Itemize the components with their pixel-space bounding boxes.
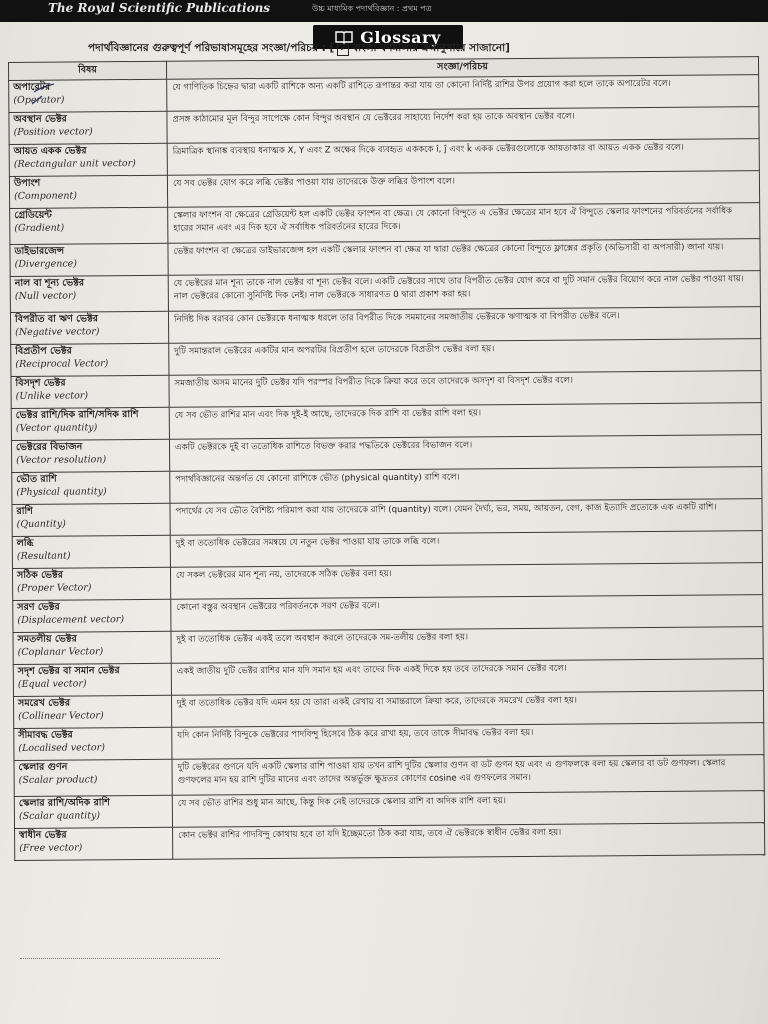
term-bengali: বিপ্রতীপ ভেক্টর	[15, 345, 72, 357]
glossary-subtitle: পদার্থবিজ্ঞানের গুরুত্বপূর্ণ পরিভাষাসমূহের সংজ্ঞা/পরিচয় : [ ✓ বাংলা বর্ণমালার ক্রমানুসারে সাজানো]	[88, 42, 510, 54]
term-cell	[11, 439, 169, 472]
term-cell	[9, 175, 167, 208]
term-english: (Divergence)	[14, 258, 78, 270]
term-bengali: নাল বা শূন্য ভেক্টর	[14, 277, 85, 289]
term-english: (Localised vector)	[18, 742, 105, 754]
term-cell	[14, 727, 172, 760]
term-cell	[9, 143, 167, 176]
term-english: (Collinear Vector)	[18, 710, 104, 722]
definition-cell: যে সব ভৌত রাশির মান এবং দিক দুই-ই আছে, তাদেরকে দিক রাশি বা ভেক্টর রাশি বলা হয়।	[169, 403, 761, 440]
definition-cell: যে গাণিতিক চিহ্নের দ্বারা একটি রাশিকে অন্য একটি রাশিতে রূপান্তর করা যায় তা কোনো নির্দিষ্ট রাশির উপর প্রয়োগ করা হলে তাকে অপারেটর বলে।	[167, 75, 759, 112]
term-cell	[13, 631, 171, 664]
definition-cell: নির্দিষ্ট দিক বরাবর কোন ভেক্টরকে ধনাত্মক ধরলে তার বিপরীত দিকে সমমানের সমজাতীয় ভেক্টরকে ঋণাত্মক বা বিপরীত ভেক্টর বলে।	[168, 307, 760, 344]
term-cell	[14, 759, 172, 796]
definition-cell: ত্রিমাত্রিক স্থানাঙ্ক ব্যবস্থায় ধনাত্মক X, Y এবং Z অক্ষের দিকে ব্যবহৃত একককে î, ĵ এবং k̂ একক ভেক্টরগুলোকে আয়তাকার বা আয়ত একক ভেক্টর বলে।	[167, 139, 759, 176]
definition-cell: দুটি সমান্তরাল ভেক্টরের একটির মান অপরটির বিপ্রতীপ হলে তাদেরকে বিপ্রতীপ ভেক্টর বলা হয়।	[169, 339, 761, 376]
term-bengali: অবস্থান ভেক্টর	[13, 113, 67, 125]
term-cell	[12, 503, 170, 536]
table-row	[10, 271, 760, 313]
term-bengali: সমতলীয় ভেক্টর	[17, 633, 77, 645]
column-header-definition: সংজ্ঞা/পরিচয়	[166, 57, 758, 80]
term-english: (Position vector)	[13, 126, 93, 138]
definition-cell: যে সব ভেক্টর যোগ করে লব্ধি ভেক্টর পাওয়া যায় তাদেরকে উক্ত লব্ধির উপাংশ বলে।	[167, 171, 759, 208]
definition-cell: পদার্থবিজ্ঞানের অন্তর্গত যে কোনো রাশিকে ভৌত (physical quantity) রাশি বলে।	[170, 467, 762, 504]
term-bengali: রাশি	[16, 505, 33, 517]
term-english: (Free vector)	[19, 842, 83, 854]
term-cell	[10, 275, 168, 312]
term-english: (Vector resolution)	[16, 454, 107, 466]
definition-cell: প্রসঙ্গ কাঠামোর মূল বিন্দুর সাপেক্ষে কোন বিন্দুর অবস্থান যে ভেক্টরের সাহায্যে নির্দেশ করা হয় তাকে অবস্থান ভেক্টর বলে।	[167, 107, 759, 144]
term-cell	[13, 599, 171, 632]
term-cell	[15, 827, 173, 860]
term-english: (Physical quantity)	[16, 486, 107, 498]
footer-divider	[20, 958, 220, 959]
term-bengali: সঠিক ভেক্টর	[16, 569, 63, 581]
term-bengali: আয়ত একক ভেক্টর	[13, 145, 87, 157]
term-cell	[11, 375, 169, 408]
glossary-table	[8, 56, 765, 861]
term-bengali: স্কেলার রাশি/অদিক রাশি	[18, 797, 110, 809]
term-cell	[11, 343, 169, 376]
term-cell	[9, 111, 167, 144]
term-cell	[13, 663, 171, 696]
term-cell	[10, 311, 168, 344]
term-cell	[12, 535, 170, 568]
definition-cell: যদি কোন নির্দিষ্ট বিন্দুকে ভেক্টরের পাদবিন্দু হিসেবে ঠিক করে রাখা হয়, তবে তাকে সীমাবদ্ধ ভেক্টর বলা হয়।	[172, 723, 764, 760]
term-bengali: সীমাবদ্ধ ভেক্টর	[18, 729, 73, 741]
definition-cell: স্কেলার ফাংশন বা ক্ষেত্রের গ্রেডিয়েন্ট হল একটি ভেক্টর ফাংশন বা ক্ষেত্র। যে কোনো বিন্দুতে এ ভেক্টর ক্ষেত্রের মান হবে ঐ বিন্দুতে স্কেলার ফাংশনের পরিবর্তনের সর্বাধিক হারের সমান এবং এর দিক হবে ঐ সর্বাধিক পরিবর্তনের হারের দিকে।	[168, 203, 760, 244]
term-bengali: ভেক্টর রাশি/দিক রাশি/সদিক রাশি	[15, 408, 139, 421]
term-english: (Reciprocal Vector)	[15, 358, 109, 370]
term-cell	[11, 407, 169, 440]
table-row	[10, 203, 760, 245]
term-english: (Negative vector)	[15, 326, 100, 338]
term-english: (Operator)	[13, 94, 65, 106]
term-english: (Quantity)	[16, 518, 66, 530]
definition-cell: যে সকল ভেক্টরের মান শূন্য নয়, তাদেরকে সঠিক ভেক্টর বলা হয়।	[170, 563, 762, 600]
term-english: (Component)	[14, 190, 77, 202]
term-english: (Scalar product)	[18, 774, 98, 786]
term-english: (Vector quantity)	[15, 422, 98, 434]
glossary-body	[9, 75, 765, 861]
term-cell	[10, 243, 168, 276]
term-cell	[9, 79, 167, 112]
definition-cell: একটি ভেক্টরকে দুই বা ততোধিক রাশিতে বিভক্ত করার পদ্ধতিকে ভেক্টরের বিভাজন বলে।	[169, 435, 761, 472]
term-cell	[12, 567, 170, 600]
definition-cell: দুই বা ততোধিক ভেক্টরের সমন্বয়ে যে নতুন ভেক্টর পাওয়া যায় তাকে লব্ধি বলে।	[170, 531, 762, 568]
term-english: (Displacement vector)	[17, 614, 125, 626]
definition-cell: দুটি ভেক্টরের গুণনে যদি একটি স্কেলার রাশি পাওয়া যায় তখন রাশি দুটির স্কেলার গুণন বা ডট গুণন হয় এবং এ গুণফলকে বলা হয় স্কেলার বা ডট গুণফল। স্কেলার গুণফলের মান হয় রাশি দুটির মানের এবং তাদের অন্তর্ভুক্ত ক্ষুদ্রতর কোণের cosine এর গুণফলের সমান।	[172, 755, 764, 796]
term-cell	[13, 695, 171, 728]
term-bengali: লব্ধি	[16, 537, 34, 549]
table-row	[15, 823, 765, 861]
column-header-term: বিষয়	[9, 61, 167, 80]
table-row	[14, 755, 764, 797]
book-title: উচ্চ মাধ্যমিক পদার্থবিজ্ঞান : প্রথম পত্র	[312, 4, 432, 13]
header-bar	[0, 0, 768, 22]
term-bengali: অপারেটর	[13, 81, 51, 93]
definition-cell: দুই বা ততোধিক ভেক্টর একই তলে অবস্থান করলে তাদেরকে সম-তলীয় ভেক্টর বলা হয়।	[171, 627, 763, 664]
term-bengali: বিসদৃশ ভেক্টর	[15, 377, 66, 389]
term-bengali: স্কেলার গুণন	[18, 761, 68, 773]
term-english: (Null vector)	[14, 290, 77, 302]
term-cell	[12, 471, 170, 504]
definition-cell: যে ভেক্টরের মান শূন্য তাকে নাল ভেক্টর বা শূন্য ভেক্টর বলে। একটি ভেক্টরের সাথে তার বিপরীত ভেক্টর যোগ করে বা দুটি সমান ভেক্টর বিয়োগ করে নাল ভেক্টর পাওয়া যায়। নাল ভেক্টরের কোনো সুনির্দিষ্ট দিক নেই। নাল ভেক্টরকে সাধারণত 0 দ্বারা প্রকাশ করা হয়।	[168, 271, 760, 312]
term-english: (Proper Vector)	[17, 582, 92, 594]
term-bengali: ডাইভারজেন্স	[14, 245, 65, 257]
term-english: (Scalar quantity)	[18, 810, 101, 822]
term-bengali: ভেক্টরের বিভাজন	[15, 441, 83, 453]
subtitle-note: বাংলা বর্ণমালার ক্রমানুসারে সাজানো	[352, 42, 506, 54]
term-bengali: স্বাধীন ভেক্টর	[19, 829, 67, 841]
definition-cell: দুই বা ততোধিক ভেক্টর যদি এমন হয় যে তারা একই রেখায় বা সমান্তরালে ক্রিয়া করে, তাদেরকে সমরেখ ভেক্টর বলা হয়।	[171, 691, 763, 728]
term-bengali: সমরেখ ভেক্টর	[17, 697, 71, 709]
definition-cell: সমজাতীয় অসম মানের দুটি ভেক্টর যদি পরস্পর বিপরীত দিকে ক্রিয়া করে তবে তাদেরকে অসদৃশ বা বিসদৃশ ভেক্টর বলে।	[169, 371, 761, 408]
glossary-title: Glossary	[360, 27, 441, 47]
term-english: (Equal vector)	[17, 678, 87, 690]
definition-cell: পদার্থের যে সব ভৌত বৈশিষ্ট্য পরিমাপ করা যায় তাদেরকে রাশি (quantity) বলে। যেমন দৈর্ঘ্য, ভর, সময়, আয়তন, বেগ, কাজ ইত্যাদি প্রত্যেকে এক একটি রাশি।	[170, 499, 762, 536]
term-bengali: বিপরীত বা ঋণ ভেক্টর	[14, 313, 99, 325]
term-cell	[10, 207, 168, 244]
term-cell	[14, 795, 172, 828]
term-english: (Unlike vector)	[15, 390, 89, 402]
definition-cell: ভেক্টর ফাংশন বা ক্ষেত্রের ডাইভারজেন্স হল একটি স্কেলার ফাংশন বা ক্ষেত্র যা দ্বারা ভেক্টর ক্ষেত্রের কোনো বিন্দুতে ফ্লাক্সের প্রকৃতি (অভিসারী বা অপসারী) জানা যায়।	[168, 239, 760, 276]
definition-cell: যে সব ভৌত রাশির শুধু মান আছে, কিন্তু দিক নেই তাদেরকে স্কেলার রাশি বা অদিক রাশি বলা হয়।	[172, 791, 764, 828]
definition-cell: কোন ভেক্টর রাশির পাদবিন্দু কোথায় হবে তা যদি ইচ্ছেমতো ঠিক করা যায়, তবে ঐ ভেক্টরকে স্বাধীন ভেক্টর বলা হয়।	[173, 823, 765, 860]
term-bengali: গ্রেডিয়েন্ট	[14, 209, 52, 221]
term-english: (Gradient)	[14, 222, 65, 234]
definition-cell: একই জাতীয় দুটি ভেক্টর রাশির মান যদি সমান হয় এবং তাদের দিক একই দিকে হয় তবে তাদেরকে সমান ভেক্টর বলে।	[171, 659, 763, 696]
checkbox-icon: ✓	[337, 44, 349, 56]
term-english: (Resultant)	[16, 550, 71, 562]
term-bengali: ভৌত রাশি	[16, 473, 57, 485]
publisher-name: The Royal Scientific Publications	[48, 1, 271, 15]
subtitle-text: পদার্থবিজ্ঞানের গুরুত্বপূর্ণ পরিভাষাসমূহের সংজ্ঞা/পরিচয়	[88, 42, 319, 54]
term-bengali: সদৃশ ভেক্টর বা সমান ভেক্টর	[17, 665, 120, 677]
term-english: (Coplanar Vector)	[17, 646, 104, 658]
term-english: (Rectangular unit vector)	[13, 157, 136, 170]
term-bengali: সরণ ভেক্টর	[17, 601, 60, 613]
term-bengali: উপাংশ	[13, 177, 41, 189]
definition-cell: কোনো বস্তুর অবস্থান ভেক্টরের পরিবর্তনকে সরণ ভেক্টর বলে।	[171, 595, 763, 632]
